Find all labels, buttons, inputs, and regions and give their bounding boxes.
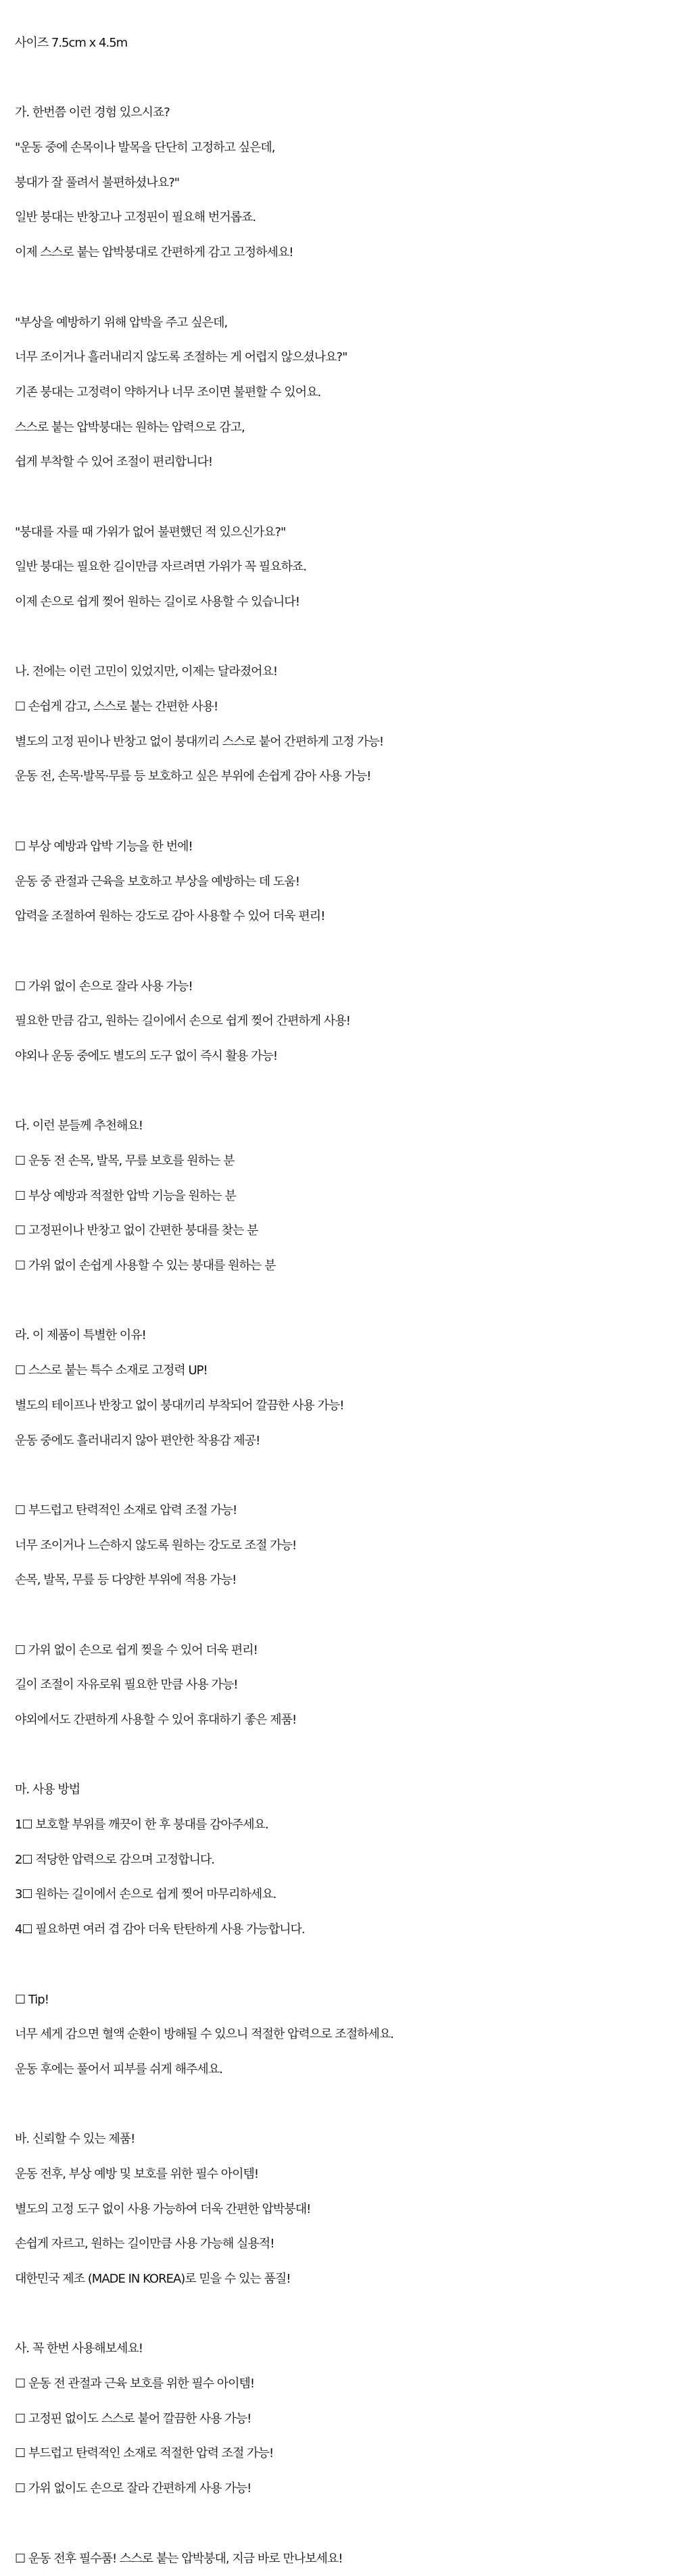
blank-line (15, 480, 676, 515)
text-line: ☐ 손쉽게 감고, 스스로 붙는 간편한 사용! (15, 689, 676, 725)
blank-line (15, 2297, 676, 2332)
text-line: 라. 이 제품이 특별한 이유! (15, 1318, 676, 1353)
text-line: ☐ 가위 없이 손쉽게 사용할 수 있는 붕대를 원하는 분 (15, 1248, 676, 1284)
text-line: 압력을 조절하여 원하는 강도로 감아 사용할 수 있어 더욱 편리! (15, 899, 676, 934)
blank-line (15, 934, 676, 969)
text-line: ☐ Tip! (15, 1983, 676, 2018)
text-line: 바. 신뢰할 수 있는 제품! (15, 2122, 676, 2157)
text-line: 손쉽게 자르고, 원하는 길이만큼 사용 가능해 실용적! (15, 2227, 676, 2262)
text-line: 운동 후에는 풀어서 피부를 쉬게 해주세요. (15, 2052, 676, 2087)
text-line: 별도의 고정 도구 없이 사용 가능하여 더욱 간편한 압박붕대! (15, 2192, 676, 2227)
text-line: 대한민국 제조 (MADE IN KOREA)로 믿을 수 있는 품질! (15, 2262, 676, 2297)
blank-line (15, 794, 676, 829)
text-line: 야외에서도 간편하게 사용할 수 있어 휴대하기 좋은 제품! (15, 1703, 676, 1738)
text-line: ☐ 가위 없이 손으로 쉽게 찢을 수 있어 더욱 편리! (15, 1633, 676, 1668)
blank-line (15, 1458, 676, 1493)
text-line: 운동 전, 손목·발목·무릎 등 보호하고 싶은 부위에 손쉽게 감아 사용 가능! (15, 759, 676, 794)
blank-line (15, 1947, 676, 1983)
text-line: 마. 사용 방법 (15, 1772, 676, 1807)
text-line: 일반 붕대는 반창고나 고정핀이 필요해 번거롭죠. (15, 200, 676, 235)
text-line: 3☐ 원하는 길이에서 손으로 쉽게 찢어 마무리하세요. (15, 1877, 676, 1912)
text-line: 스스로 붙는 압박붕대는 원하는 압력으로 감고, (15, 410, 676, 445)
text-line: 야외나 운동 중에도 별도의 도구 없이 즉시 활용 가능! (15, 1039, 676, 1074)
text-line: 길이 조절이 자유로워 필요한 만큼 사용 가능! (15, 1668, 676, 1703)
blank-line (15, 61, 676, 96)
text-line: ☐ 부상 예방과 압박 기능을 한 번에! (15, 829, 676, 865)
text-line: ☐ 운동 전후 필수품! 스스로 붙는 압박붕대, 지금 바로 만나보세요! (15, 2542, 676, 2576)
text-line: ☐ 스스로 붙는 특수 소재로 고정력 UP! (15, 1353, 676, 1388)
text-line: ☐ 운동 전 손목, 발목, 무릎 보호를 원하는 분 (15, 1144, 676, 1179)
text-line: 기존 붕대는 고정력이 약하거나 너무 조이면 불편할 수 있어요. (15, 375, 676, 410)
text-line: 2☐ 적당한 압력으로 감으며 고정합니다. (15, 1843, 676, 1878)
text-line: ☐ 부드럽고 탄력적인 소재로 압력 조절 가능! (15, 1493, 676, 1528)
text-line: 이제 스스로 붙는 압박붕대로 간편하게 감고 고정하세요! (15, 235, 676, 270)
text-line: ☐ 고정핀이나 반창고 없이 간편한 붕대를 찾는 분 (15, 1213, 676, 1248)
text-line: 일반 붕대는 필요한 길이만큼 자르려면 가위가 꼭 필요하죠. (15, 550, 676, 585)
text-line: 운동 중 관절과 근육을 보호하고 부상을 예방하는 데 도움! (15, 865, 676, 900)
text-line: "붕대를 자를 때 가위가 없어 불편했던 적 있으신가요?" (15, 515, 676, 550)
text-line: 별도의 고정 핀이나 반창고 없이 붕대끼리 스스로 붙어 간편하게 고정 가능! (15, 725, 676, 760)
blank-line (15, 2087, 676, 2122)
text-line: ☐ 가위 없이 손으로 잘라 사용 가능! (15, 969, 676, 1004)
text-line: 쉽게 부착할 수 있어 조절이 편리합니다! (15, 445, 676, 480)
text-line: ☐ 고정핀 없이도 스스로 붙어 깔끔한 사용 가능! (15, 2402, 676, 2437)
text-line: 너무 조이거나 느슨하지 않도록 원하는 강도로 조절 가능! (15, 1528, 676, 1563)
text-line: "부상을 예방하기 위해 압박을 주고 싶은데, (15, 306, 676, 341)
text-line: 필요한 만큼 감고, 원하는 길이에서 손으로 쉽게 찢어 간편하게 사용! (15, 1004, 676, 1039)
text-line: "운동 중에 손목이나 발목을 단단히 고정하고 싶은데, (15, 130, 676, 166)
text-line: 1☐ 보호할 부위를 깨끗이 한 후 붕대를 감아주세요. (15, 1807, 676, 1843)
text-line: ☐ 부드럽고 탄력적인 소재로 적절한 압력 조절 가능! (15, 2436, 676, 2471)
text-line: 이제 손으로 쉽게 찢어 원하는 길이로 사용할 수 있습니다! (15, 585, 676, 620)
text-line: 사이즈 7.5cm x 4.5m (15, 26, 676, 61)
text-line: 운동 중에도 흘러내리지 않아 편안한 착용감 제공! (15, 1424, 676, 1459)
text-line: 붕대가 잘 풀려서 불편하셨나요?" (15, 166, 676, 201)
text-line: ☐ 운동 전 관절과 근육 보호를 위한 필수 아이템! (15, 2366, 676, 2402)
text-line: 가. 한번쯤 이런 경험 있으시죠? (15, 95, 676, 130)
text-line: 너무 조이거나 흘러내리지 않도록 조절하는 게 어렵지 않으셨나요?" (15, 340, 676, 375)
blank-line (15, 270, 676, 306)
text-line: ☐ 부상 예방과 적절한 압박 기능을 원하는 분 (15, 1179, 676, 1214)
text-line: 사. 꼭 한번 사용해보세요! (15, 2331, 676, 2366)
blank-line (15, 1284, 676, 1319)
blank-line (15, 1074, 676, 1109)
text-line: ☐ 가위 없이도 손으로 잘라 간편하게 사용 가능! (15, 2471, 676, 2506)
blank-line (15, 1598, 676, 1633)
text-line: 나. 전에는 이런 고민이 있었지만, 이제는 달라졌어요! (15, 654, 676, 689)
blank-line (15, 1738, 676, 1773)
description-text (15, 26, 676, 2576)
blank-line (15, 620, 676, 655)
text-line: 다. 이런 분들께 추천해요! (15, 1109, 676, 1144)
text-line: 손목, 발목, 무릎 등 다양한 부위에 적용 가능! (15, 1563, 676, 1598)
text-line: 별도의 테이프나 반창고 없이 붕대끼리 부착되어 깔끔한 사용 가능! (15, 1388, 676, 1424)
text-line: 4☐ 필요하면 여러 겹 감아 더욱 탄탄하게 사용 가능합니다. (15, 1912, 676, 1947)
text-line: 운동 전후, 부상 예방 및 보호를 위한 필수 아이템! (15, 2157, 676, 2192)
blank-line (15, 2506, 676, 2542)
text-line: 너무 세게 감으면 혈액 순환이 방해될 수 있으니 적절한 압력으로 조절하세요. (15, 2017, 676, 2052)
